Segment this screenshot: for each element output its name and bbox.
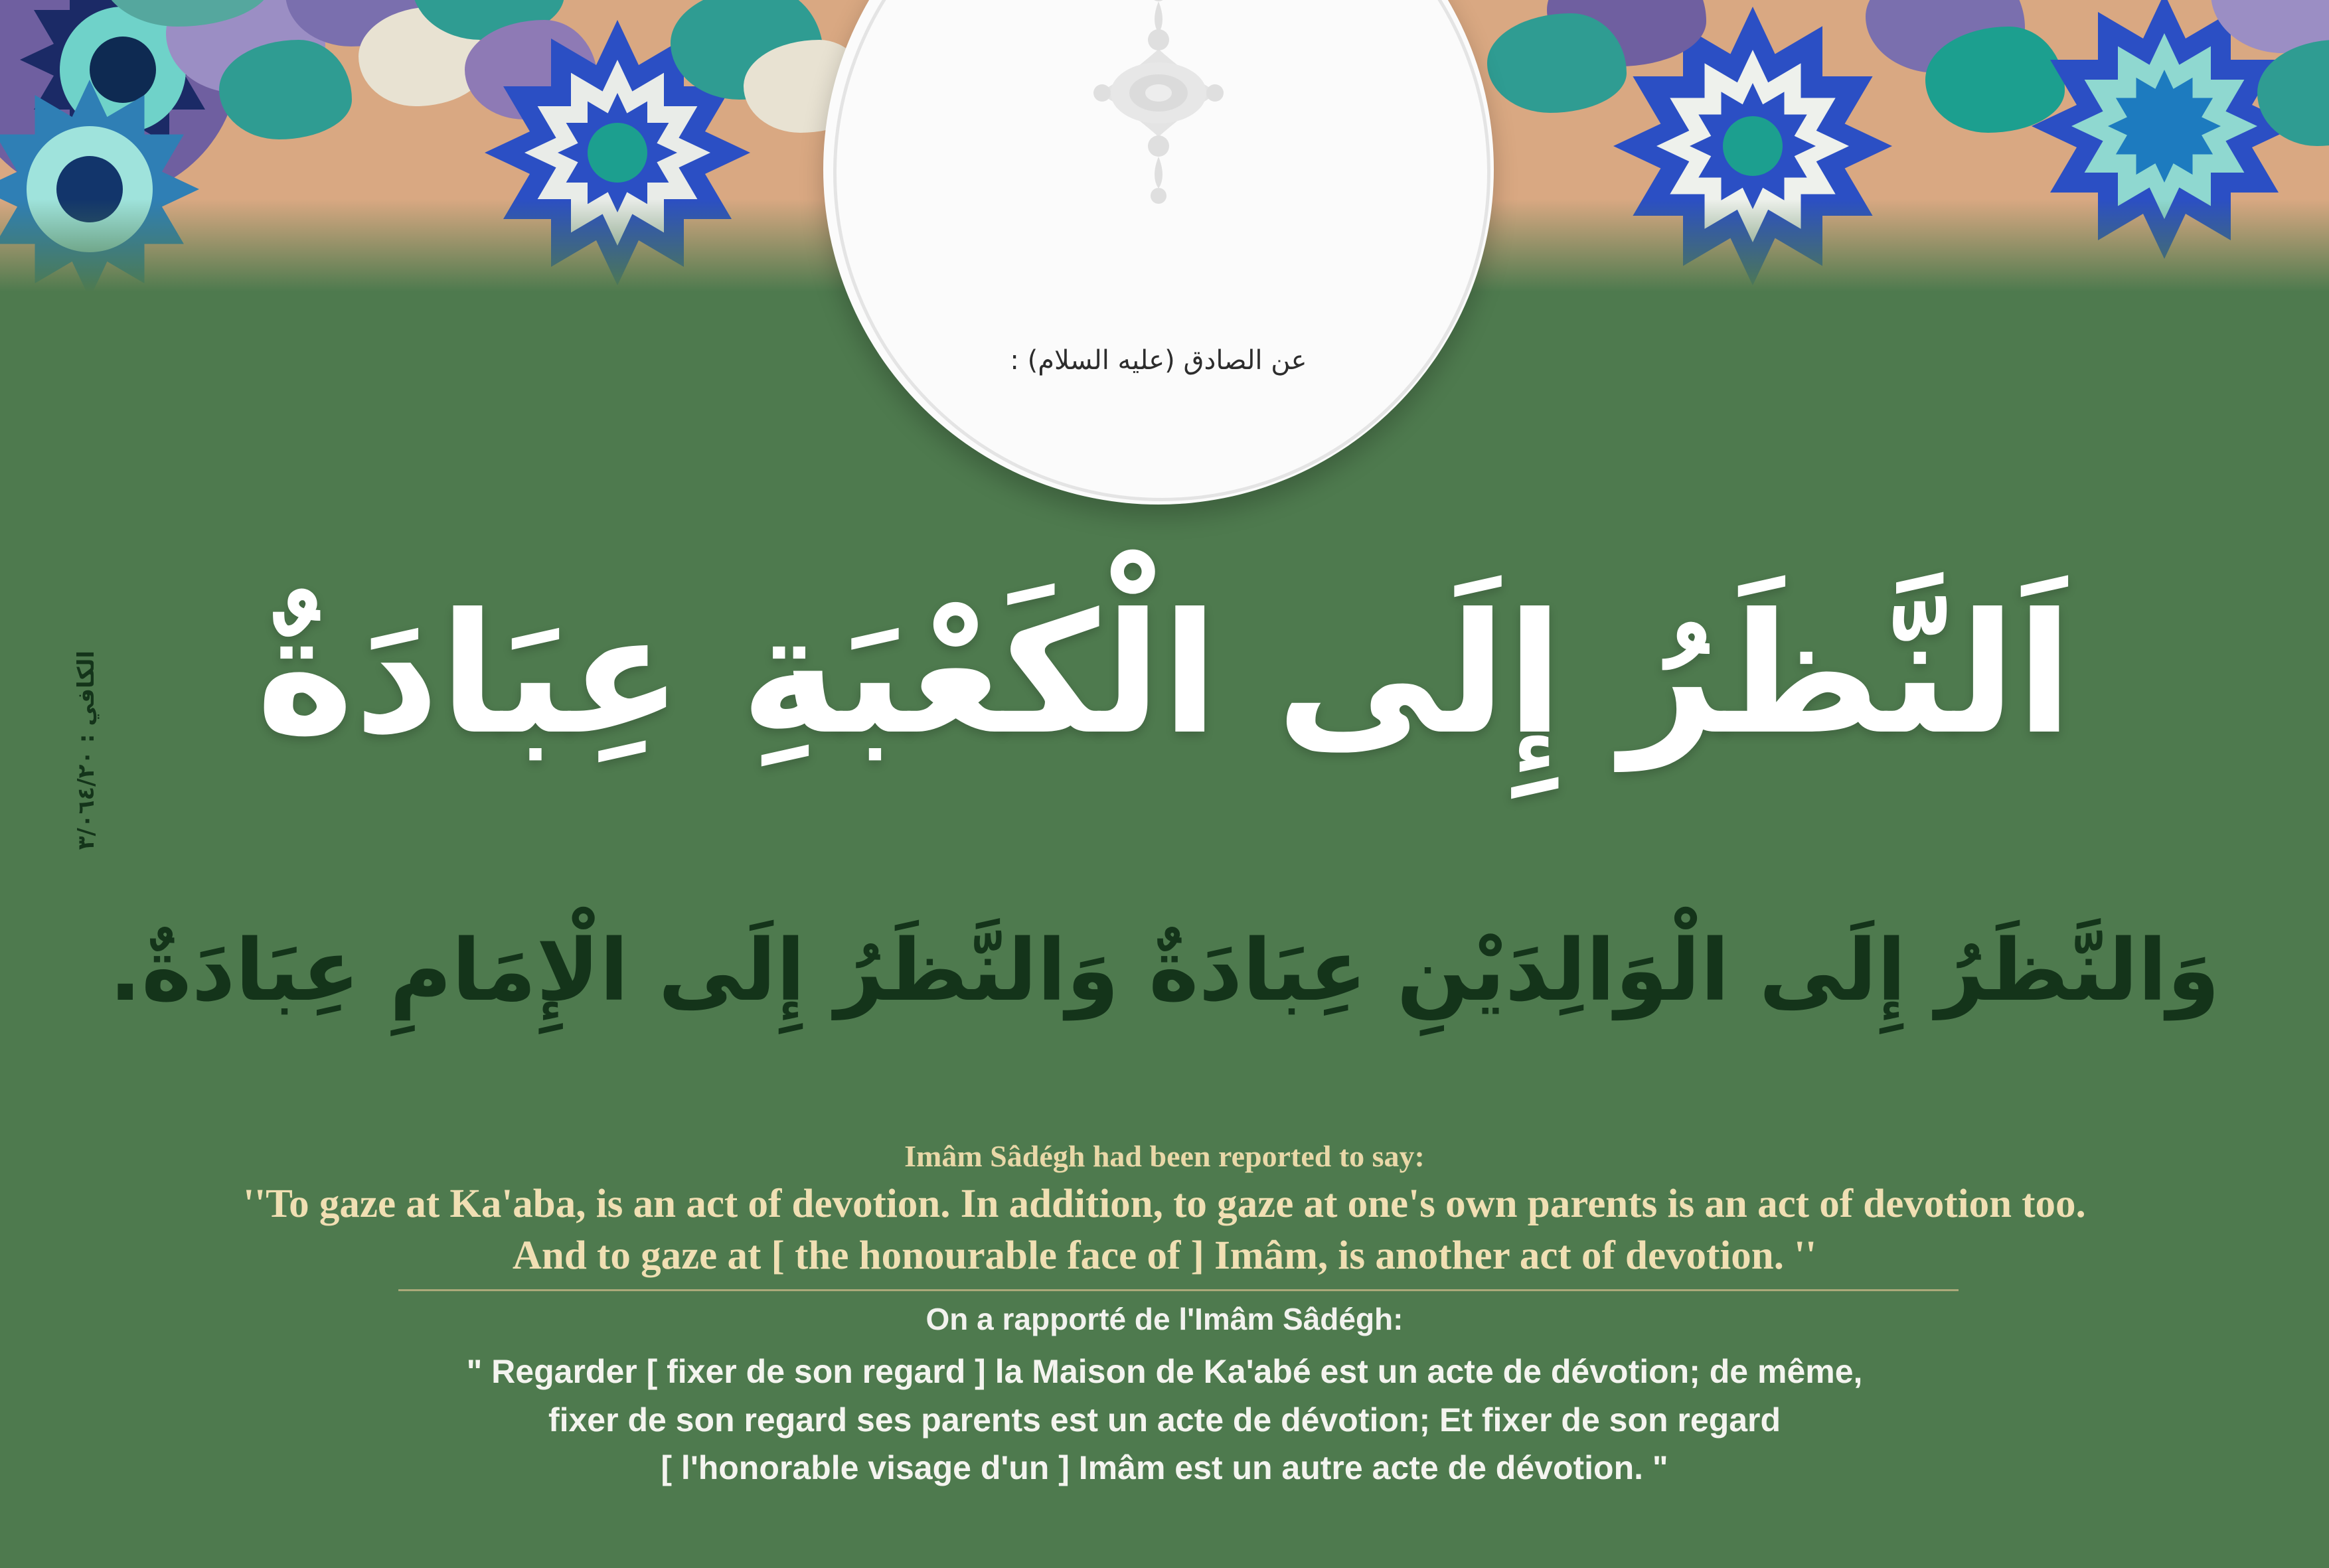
arabic-sub-line: وَالنَّظَرُ إِلَى الْوَالِدَيْنِ عِبَادَةٌ وَالنَّظَرُ إِلَى الْإِمَامِ عِبَادَةٌ. <box>109 921 2220 1020</box>
english-quote-line-2: And to gaze at [ the honourable face of ] Imâm, is another act of devotion. '' <box>512 1233 1817 1279</box>
french-quote-line-1: " Regarder [ fixer de son regard ] la Maison de Ka'abé est un acte de dévotion; de même, <box>466 1353 1863 1390</box>
arabic-main-line: اَلنَّظَرُ إِلَى الْكَعْبَةِ عِبَادَةٌ <box>256 578 2073 771</box>
hadith-attribution: عن الصادق (عليه السلام) : <box>1010 345 1307 376</box>
french-quote <box>0 1348 2329 1492</box>
source-reference: الكافي : ٣/٠٦٤/٢٠ <box>73 651 100 850</box>
english-quote <box>0 1178 2329 1282</box>
english-quote-line-1: ''To gaze at Ka'aba, is an act of devotion. In addition, to gaze at one's own parents is an act of devotion too. <box>243 1182 2086 1226</box>
french-intro: On a rapporté de l'Imâm Sâdégh: <box>925 1302 1404 1336</box>
section-divider <box>398 1289 1959 1291</box>
english-intro: Imâm Sâdégh had been reported to say: <box>904 1139 1425 1173</box>
french-quote-line-2: fixer de son regard ses parents est un acte de dévotion; Et fixer de son regard <box>548 1401 1781 1439</box>
arabesque-medallion-icon <box>1062 0 1255 259</box>
french-quote-line-3: [ l'honorable visage d'un ] Imâm est un autre acte de dévotion. " <box>661 1449 1668 1486</box>
